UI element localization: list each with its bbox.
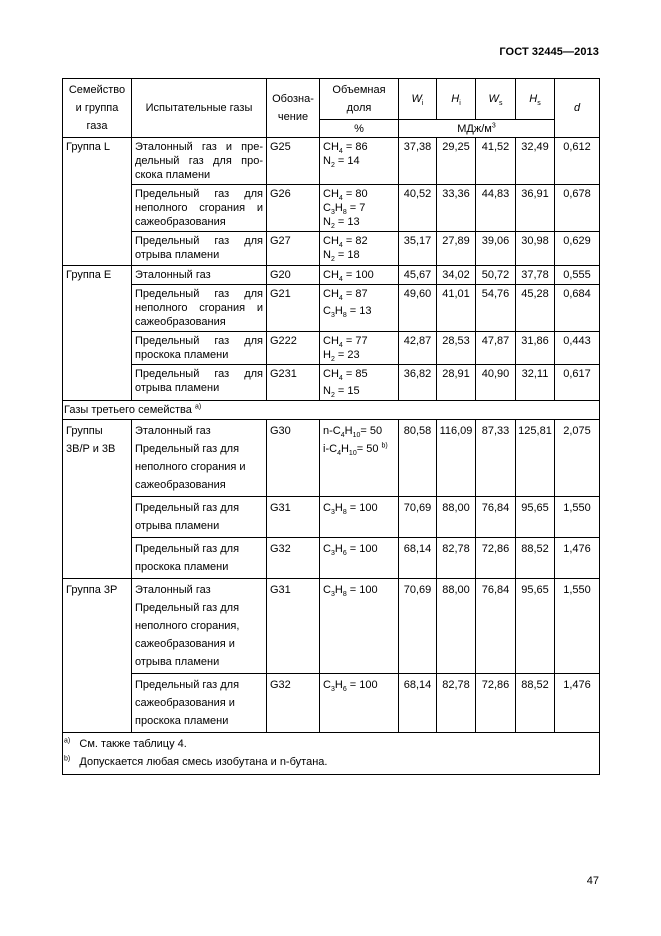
value-d: 0,443 xyxy=(555,332,600,365)
value-ws: 87,33 xyxy=(476,420,516,497)
value-d: 0,678 xyxy=(555,185,600,232)
table-row xyxy=(63,497,600,538)
value-d: 1,550 xyxy=(555,497,600,538)
header-hi: $H_i$ xyxy=(437,79,476,120)
gas-composition: $n-C_4H_{10}= 50$ $i-C_4H_{10}= 50$ $^{b)}$ xyxy=(320,420,399,497)
header-row xyxy=(63,79,600,120)
gas-code: G26 xyxy=(267,185,320,232)
value-hi: 28,91 xyxy=(437,365,476,401)
header-volume-unit: % xyxy=(320,120,399,138)
value-ws: 76,84 xyxy=(476,497,516,538)
header-wi: $W_i$ xyxy=(399,79,437,120)
gas-composition: $CH_4 = 87$ $C_3H_8 = 13$ xyxy=(320,285,399,332)
value-d: 1,550 xyxy=(555,579,600,674)
footnote-b: $^{b)}$ Допускается любая смесь изобутана и n-бутана. xyxy=(64,755,328,768)
value-ws: 40,90 xyxy=(476,365,516,401)
group-name: Группы 3B/P и 3B xyxy=(63,420,132,579)
table-row xyxy=(63,538,600,579)
header-hs: $H_s$ xyxy=(516,79,555,120)
table-row xyxy=(63,285,600,332)
value-ws: 50,72 xyxy=(476,266,516,285)
value-ws: 44,83 xyxy=(476,185,516,232)
value-d: 0,555 xyxy=(555,266,600,285)
value-wi: 35,17 xyxy=(399,232,437,266)
header-ws: $W_s$ xyxy=(476,79,516,120)
gas-description: Эталонный газ Предельный газ для неполного сгорания и сажеобразования xyxy=(132,420,267,497)
gas-code: G31 xyxy=(267,497,320,538)
gas-code: G32 xyxy=(267,674,320,733)
document-header: ГОСТ 32445—2013 xyxy=(499,46,599,58)
value-hs: 36,91 xyxy=(516,185,555,232)
gas-description: Предельный газ для неполного сгорания и сажеобразования xyxy=(132,185,267,232)
table-row xyxy=(63,232,600,266)
value-d: 0,684 xyxy=(555,285,600,332)
value-wi: 68,14 xyxy=(399,538,437,579)
value-hi: 82,78 xyxy=(437,674,476,733)
gas-code: G20 xyxy=(267,266,320,285)
gas-description: Предельный газ для отрыва пламени xyxy=(132,497,267,538)
value-hi: 33,36 xyxy=(437,185,476,232)
table-row xyxy=(63,365,600,401)
value-d: 1,476 xyxy=(555,674,600,733)
value-wi: 70,69 xyxy=(399,579,437,674)
value-hs: 45,28 xyxy=(516,285,555,332)
gas-composition: $CH_4 = 80$ $C_3H_8 = 7$ $N_2 = 13$ xyxy=(320,185,399,232)
value-hi: 88,00 xyxy=(437,579,476,674)
value-hs: 88,52 xyxy=(516,538,555,579)
value-hi: 88,00 xyxy=(437,497,476,538)
value-wi: 80,58 xyxy=(399,420,437,497)
value-wi: 40,52 xyxy=(399,185,437,232)
value-hi: 28,53 xyxy=(437,332,476,365)
value-d: 0,612 xyxy=(555,138,600,185)
value-hi: 41,01 xyxy=(437,285,476,332)
table-row xyxy=(63,266,600,285)
gas-table xyxy=(62,78,600,775)
gas-code: G21 xyxy=(267,285,320,332)
value-wi: 42,87 xyxy=(399,332,437,365)
page-number: 47 xyxy=(586,875,599,887)
value-d: 1,476 xyxy=(555,538,600,579)
value-hi: 116,09 xyxy=(437,420,476,497)
value-hs: 37,78 xyxy=(516,266,555,285)
gas-composition: $C_3H_8 = 100$ xyxy=(320,579,399,674)
header-volume: Объемная доля xyxy=(320,79,399,120)
section-row xyxy=(63,401,600,420)
gas-composition: $CH_4 = 85$ $N_2 = 15$ xyxy=(320,365,399,401)
value-ws: 54,76 xyxy=(476,285,516,332)
table-row xyxy=(63,138,600,185)
table-row xyxy=(63,332,600,365)
footnotes-row xyxy=(63,733,600,775)
group-name: Группа 3P xyxy=(63,579,132,733)
gas-description: Предельный газ для неполного сгорания и сажеобразования xyxy=(132,285,267,332)
value-wi: 36,82 xyxy=(399,365,437,401)
header-family: Семейство и группа газа xyxy=(63,79,132,138)
gas-composition: $C_3H_6 = 100$ xyxy=(320,538,399,579)
value-hs: 125,81 xyxy=(516,420,555,497)
value-hs: 32,11 xyxy=(516,365,555,401)
value-hs: 32,49 xyxy=(516,138,555,185)
value-ws: 39,06 xyxy=(476,232,516,266)
gas-description: Предельный газ для проскока пламени xyxy=(132,538,267,579)
gas-composition: $CH_4 = 86$ $N_2 = 14$ xyxy=(320,138,399,185)
table-row xyxy=(63,674,600,733)
value-hi: 82,78 xyxy=(437,538,476,579)
value-ws: 47,87 xyxy=(476,332,516,365)
gas-description: Эталонный газ Предельный газ для неполного сгорания, сажеобразования и отрыва пламени xyxy=(132,579,267,674)
value-wi: 70,69 xyxy=(399,497,437,538)
gas-code: G222 xyxy=(267,332,320,365)
value-hi: 29,25 xyxy=(437,138,476,185)
value-hs: 88,52 xyxy=(516,674,555,733)
value-wi: 45,67 xyxy=(399,266,437,285)
gas-composition: $CH_4 = 77$ $H_2 = 23$ xyxy=(320,332,399,365)
value-ws: 72,86 xyxy=(476,538,516,579)
value-d: 0,617 xyxy=(555,365,600,401)
value-hi: 27,89 xyxy=(437,232,476,266)
gas-code: G27 xyxy=(267,232,320,266)
gas-composition: $CH_4 = 82$ $N_2 = 18$ xyxy=(320,232,399,266)
gas-code: G30 xyxy=(267,420,320,497)
value-wi: 49,60 xyxy=(399,285,437,332)
footnote-a: $^{а)}$ См. также таблицу 4. xyxy=(64,737,187,750)
footnotes xyxy=(63,733,600,775)
value-hs: 30,98 xyxy=(516,232,555,266)
gas-description: Предельный газ для отрыва пламени xyxy=(132,365,267,401)
header-test-gases: Испытательные газы xyxy=(132,79,267,138)
gas-code: G25 xyxy=(267,138,320,185)
value-d: 2,075 xyxy=(555,420,600,497)
gas-description: Предельный газ для сажеобразования и проскока пламени xyxy=(132,674,267,733)
gas-code: G231 xyxy=(267,365,320,401)
value-ws: 76,84 xyxy=(476,579,516,674)
gas-description: Предельный газ для отрыва пламени xyxy=(132,232,267,266)
value-hs: 95,65 xyxy=(516,497,555,538)
value-wi: 37,38 xyxy=(399,138,437,185)
value-wi: 68,14 xyxy=(399,674,437,733)
gas-composition: $CH_4 = 100$ xyxy=(320,266,399,285)
value-hs: 95,65 xyxy=(516,579,555,674)
gas-composition: $C_3H_8 = 100$ xyxy=(320,497,399,538)
gas-composition: $C_3H_6 = 100$ xyxy=(320,674,399,733)
value-hi: 34,02 xyxy=(437,266,476,285)
table-row xyxy=(63,185,600,232)
gas-code: G32 xyxy=(267,538,320,579)
gas-description: Предельный газ для проскока пламени xyxy=(132,332,267,365)
header-energy-unit: МДж/$м^3$ xyxy=(399,120,555,138)
gas-description: Эталонный газ xyxy=(132,266,267,285)
table-row xyxy=(63,579,600,674)
table-row xyxy=(63,420,600,497)
gas-description: Эталонный газ и пре-дельный газ для про-скока пламени xyxy=(132,138,267,185)
value-ws: 41,52 xyxy=(476,138,516,185)
group-name: Группа L xyxy=(63,138,132,266)
gas-code: G31 xyxy=(267,579,320,674)
header-designation: Обозна- чение xyxy=(267,79,320,138)
section-third-family: Газы третьего семейства $^{а)}$ xyxy=(63,401,600,420)
value-hs: 31,86 xyxy=(516,332,555,365)
value-ws: 72,86 xyxy=(476,674,516,733)
value-d: 0,629 xyxy=(555,232,600,266)
group-name: Группа E xyxy=(63,266,132,401)
header-d: d xyxy=(555,79,600,138)
